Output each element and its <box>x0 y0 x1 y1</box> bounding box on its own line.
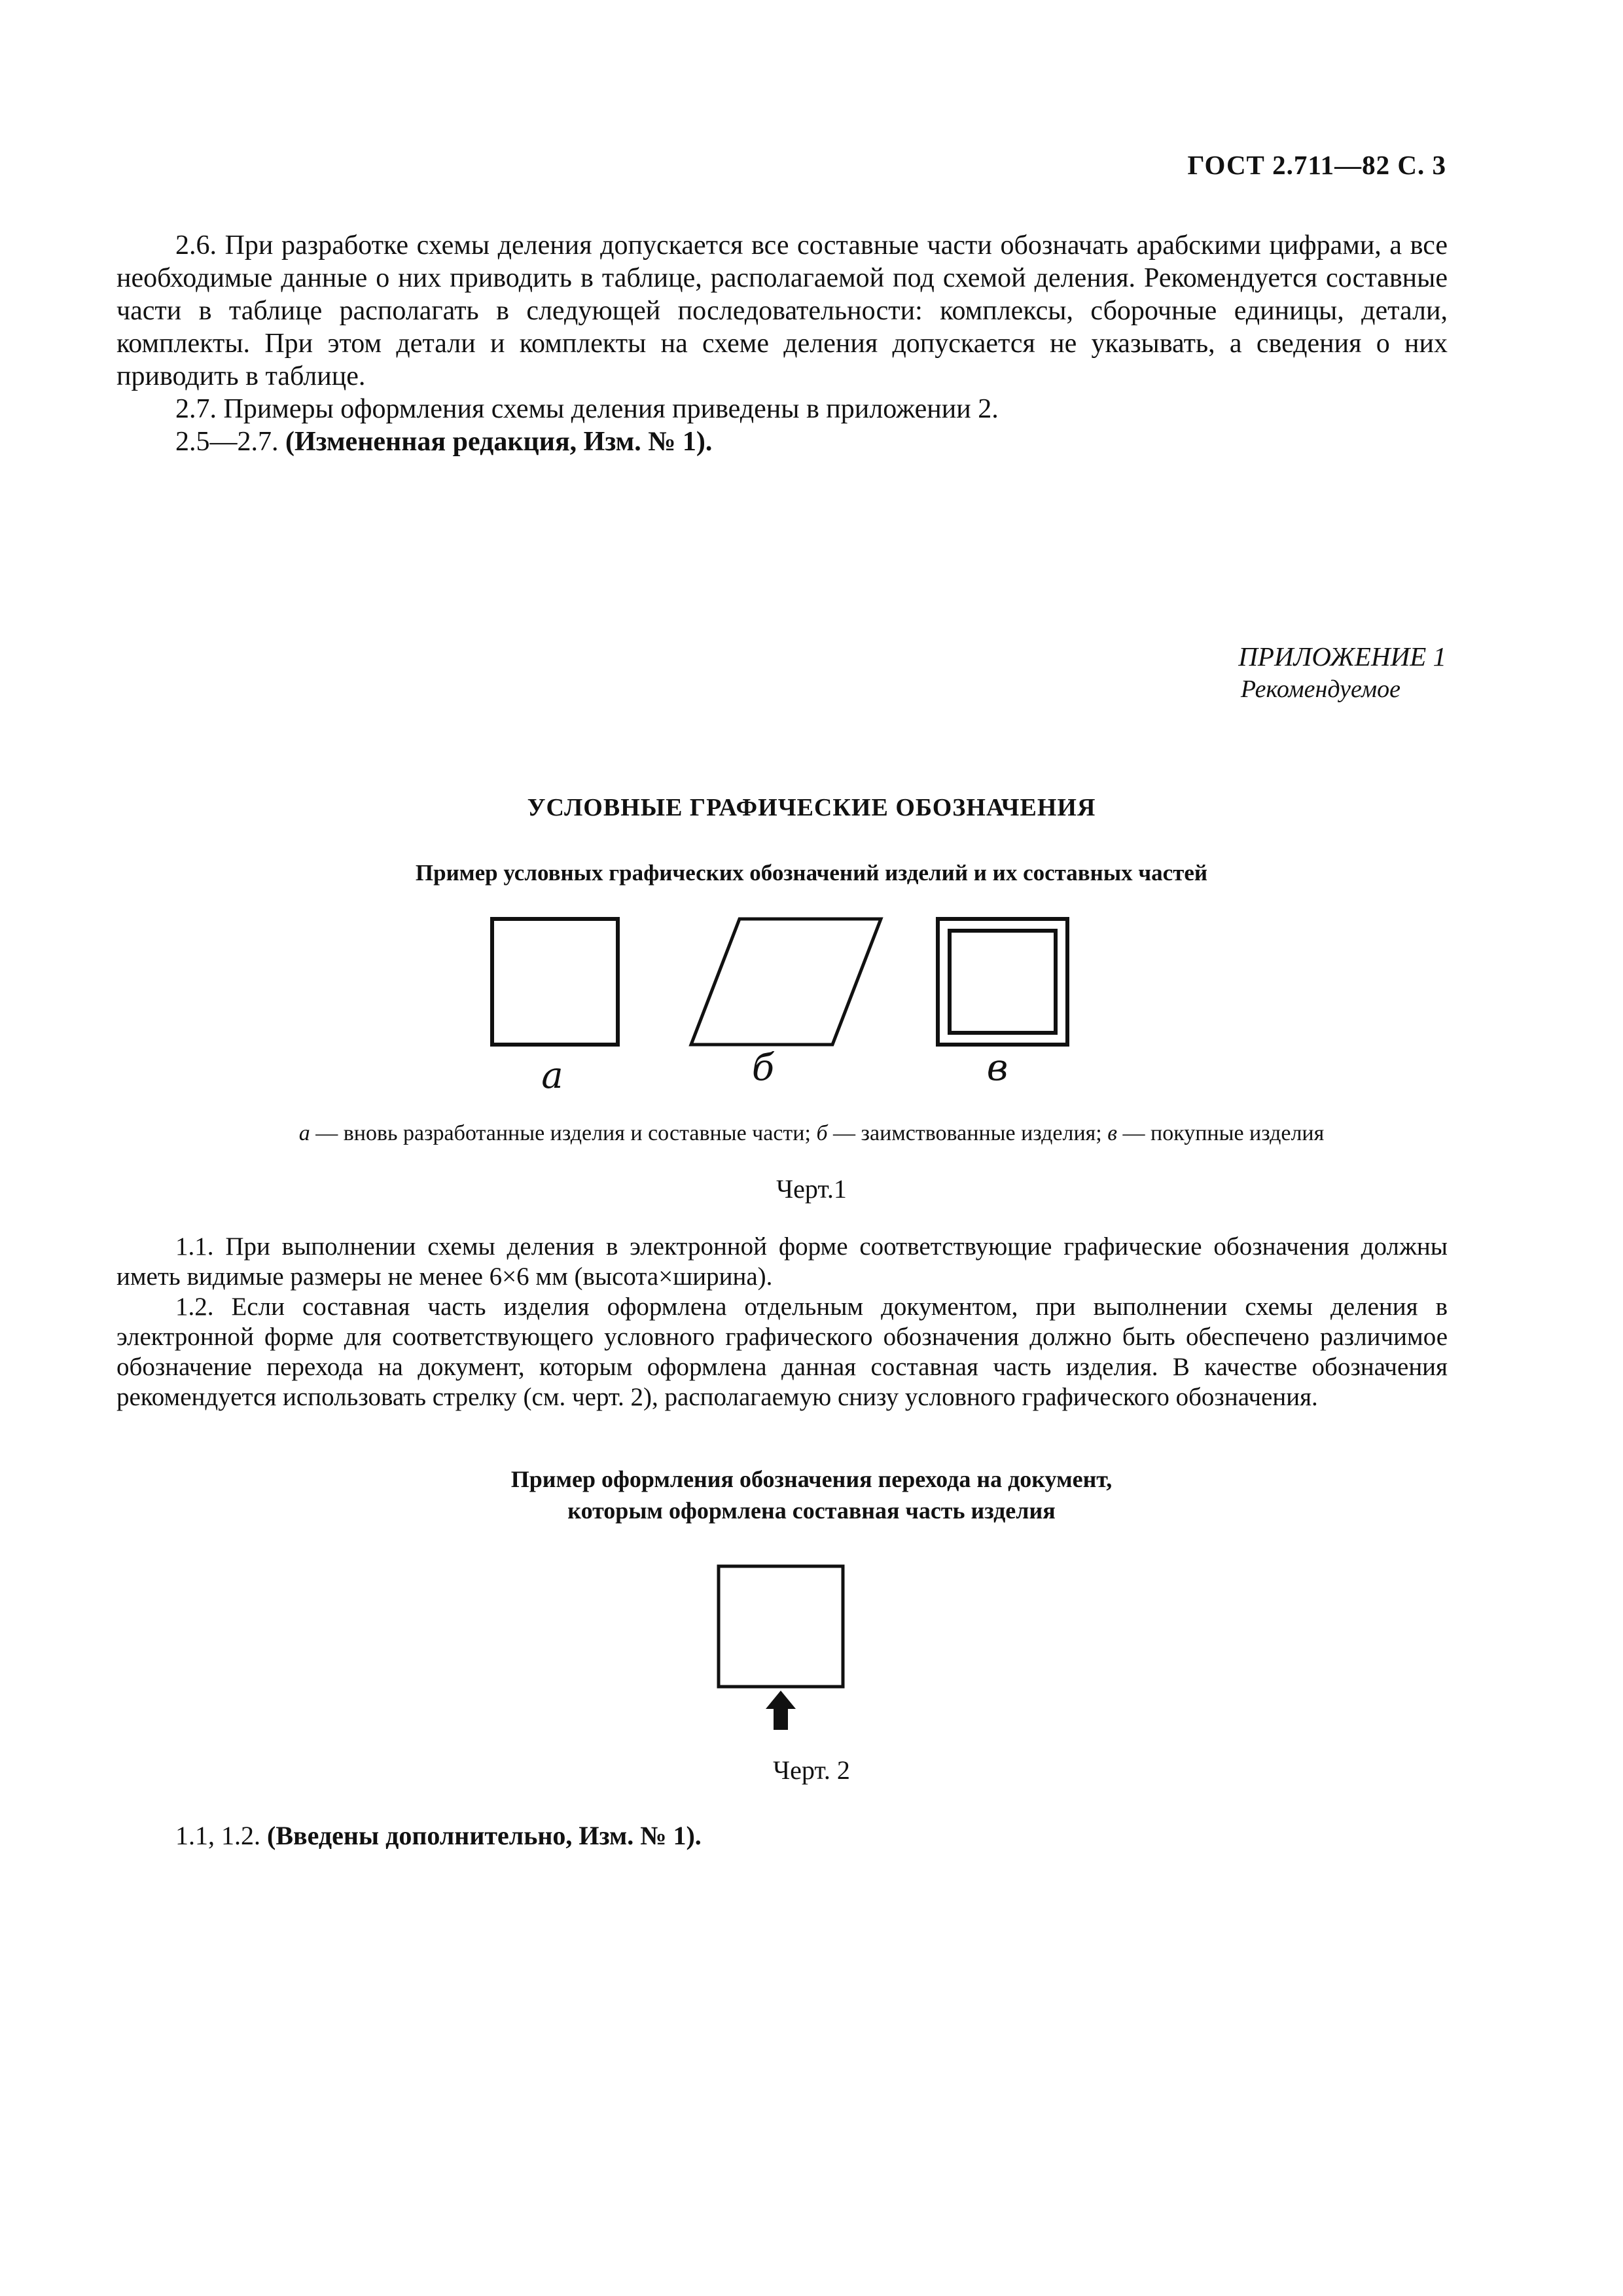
amendment-note-1-1-1-2 <box>116 1820 1448 1852</box>
figure1-symbols <box>0 903 1623 1100</box>
paragraph-1-2: 1.2. Если составная часть изделия оформлена отдельным документом, при выполнении схемы деления в электронной форме для соответствующего условного графического обозначения должно быть обеспечено различимое обозначение перехода на документ, которым оформлена данная составная часть изделия. В качестве обозначения рекомендуется использовать стрелку (см. черт. 2), располагаемую снизу условного графического обозначения. <box>116 1293 1448 1411</box>
appendix-subtitle: Рекомендуемое <box>1240 675 1400 703</box>
appendix-title: ПРИЛОЖЕНИЕ 1 <box>1238 641 1446 672</box>
legend-letter-a: а <box>298 1121 310 1145</box>
legend-text-v: — покупные изделия <box>1117 1121 1325 1145</box>
symbol-new-item <box>492 919 618 1045</box>
symbol-borrowed-item <box>691 919 881 1045</box>
document-link-arrow-icon <box>766 1691 796 1730</box>
amendment-note-prefix: 2.5—2.7. <box>175 427 279 457</box>
figure1-label-a: а <box>541 1054 563 1097</box>
figure2-box <box>719 1566 843 1687</box>
amendment-note-text: (Измененная редакция, Изм. № 1). <box>285 427 713 457</box>
figure1-caption: Черт.1 <box>776 1174 847 1204</box>
footer-note-text: (Введены дополнительно, Изм. № 1). <box>267 1821 702 1850</box>
figure1-heading: Пример условных графических обозначений изделий и их составных частей <box>415 860 1208 886</box>
figure1-label-v: в <box>986 1047 1008 1089</box>
amendment-note-2-5-2-7 <box>116 425 1448 458</box>
figure1-legend <box>0 1121 1623 1146</box>
symbol-purchased-item-inner <box>950 931 1056 1033</box>
legend-text-a: — вновь разработанные изделия и составные части; <box>310 1121 817 1145</box>
figure2-heading-line2: которым оформлена составная часть изделия <box>567 1498 1056 1524</box>
legend-text-b: — заимствованные изделия; <box>827 1121 1108 1145</box>
paragraph-2-7: 2.7. Примеры оформления схемы деления приведены в приложении 2. <box>175 394 999 424</box>
figure2-caption: Черт. 2 <box>773 1755 850 1785</box>
footer-note-prefix: 1.1, 1.2. <box>175 1821 260 1850</box>
paragraph-2-6: 2.6. При разработке схемы деления допускается все составные части обозначать арабскими цифрами, а все необходимые данные о них приводить в таблице, располагаемой под схемой деления. Рекомендуется составные части в таблице располагать в следующей последовательности: комплексы, сборочные единицы, детали, комплекты. При этом детали и комплекты на схеме деления допускается не указывать, а сведения о них приводить в таблице. <box>116 230 1448 391</box>
figure2-heading-line1: Пример оформления обозначения перехода на документ, <box>510 1466 1113 1492</box>
page-header: ГОСТ 2.711—82 С. 3 <box>1187 150 1446 180</box>
main-heading: УСЛОВНЫЕ ГРАФИЧЕСКИЕ ОБОЗНАЧЕНИЯ <box>527 794 1096 821</box>
figure2-heading <box>0 1463 1623 1526</box>
legend-letter-b: б <box>816 1121 828 1145</box>
figure1-label-b: б <box>751 1047 775 1089</box>
symbol-purchased-item-outer <box>938 919 1067 1045</box>
paragraph-1-1: 1.1. При выполнении схемы деления в электронной форме соответствующие графические обозначения должны иметь видимые размеры не менее 6×6 мм (высота×ширина). <box>116 1232 1448 1291</box>
figure2-symbol <box>0 1554 1623 1751</box>
appendix-label <box>1238 640 1446 706</box>
legend-letter-v: в <box>1107 1121 1117 1145</box>
